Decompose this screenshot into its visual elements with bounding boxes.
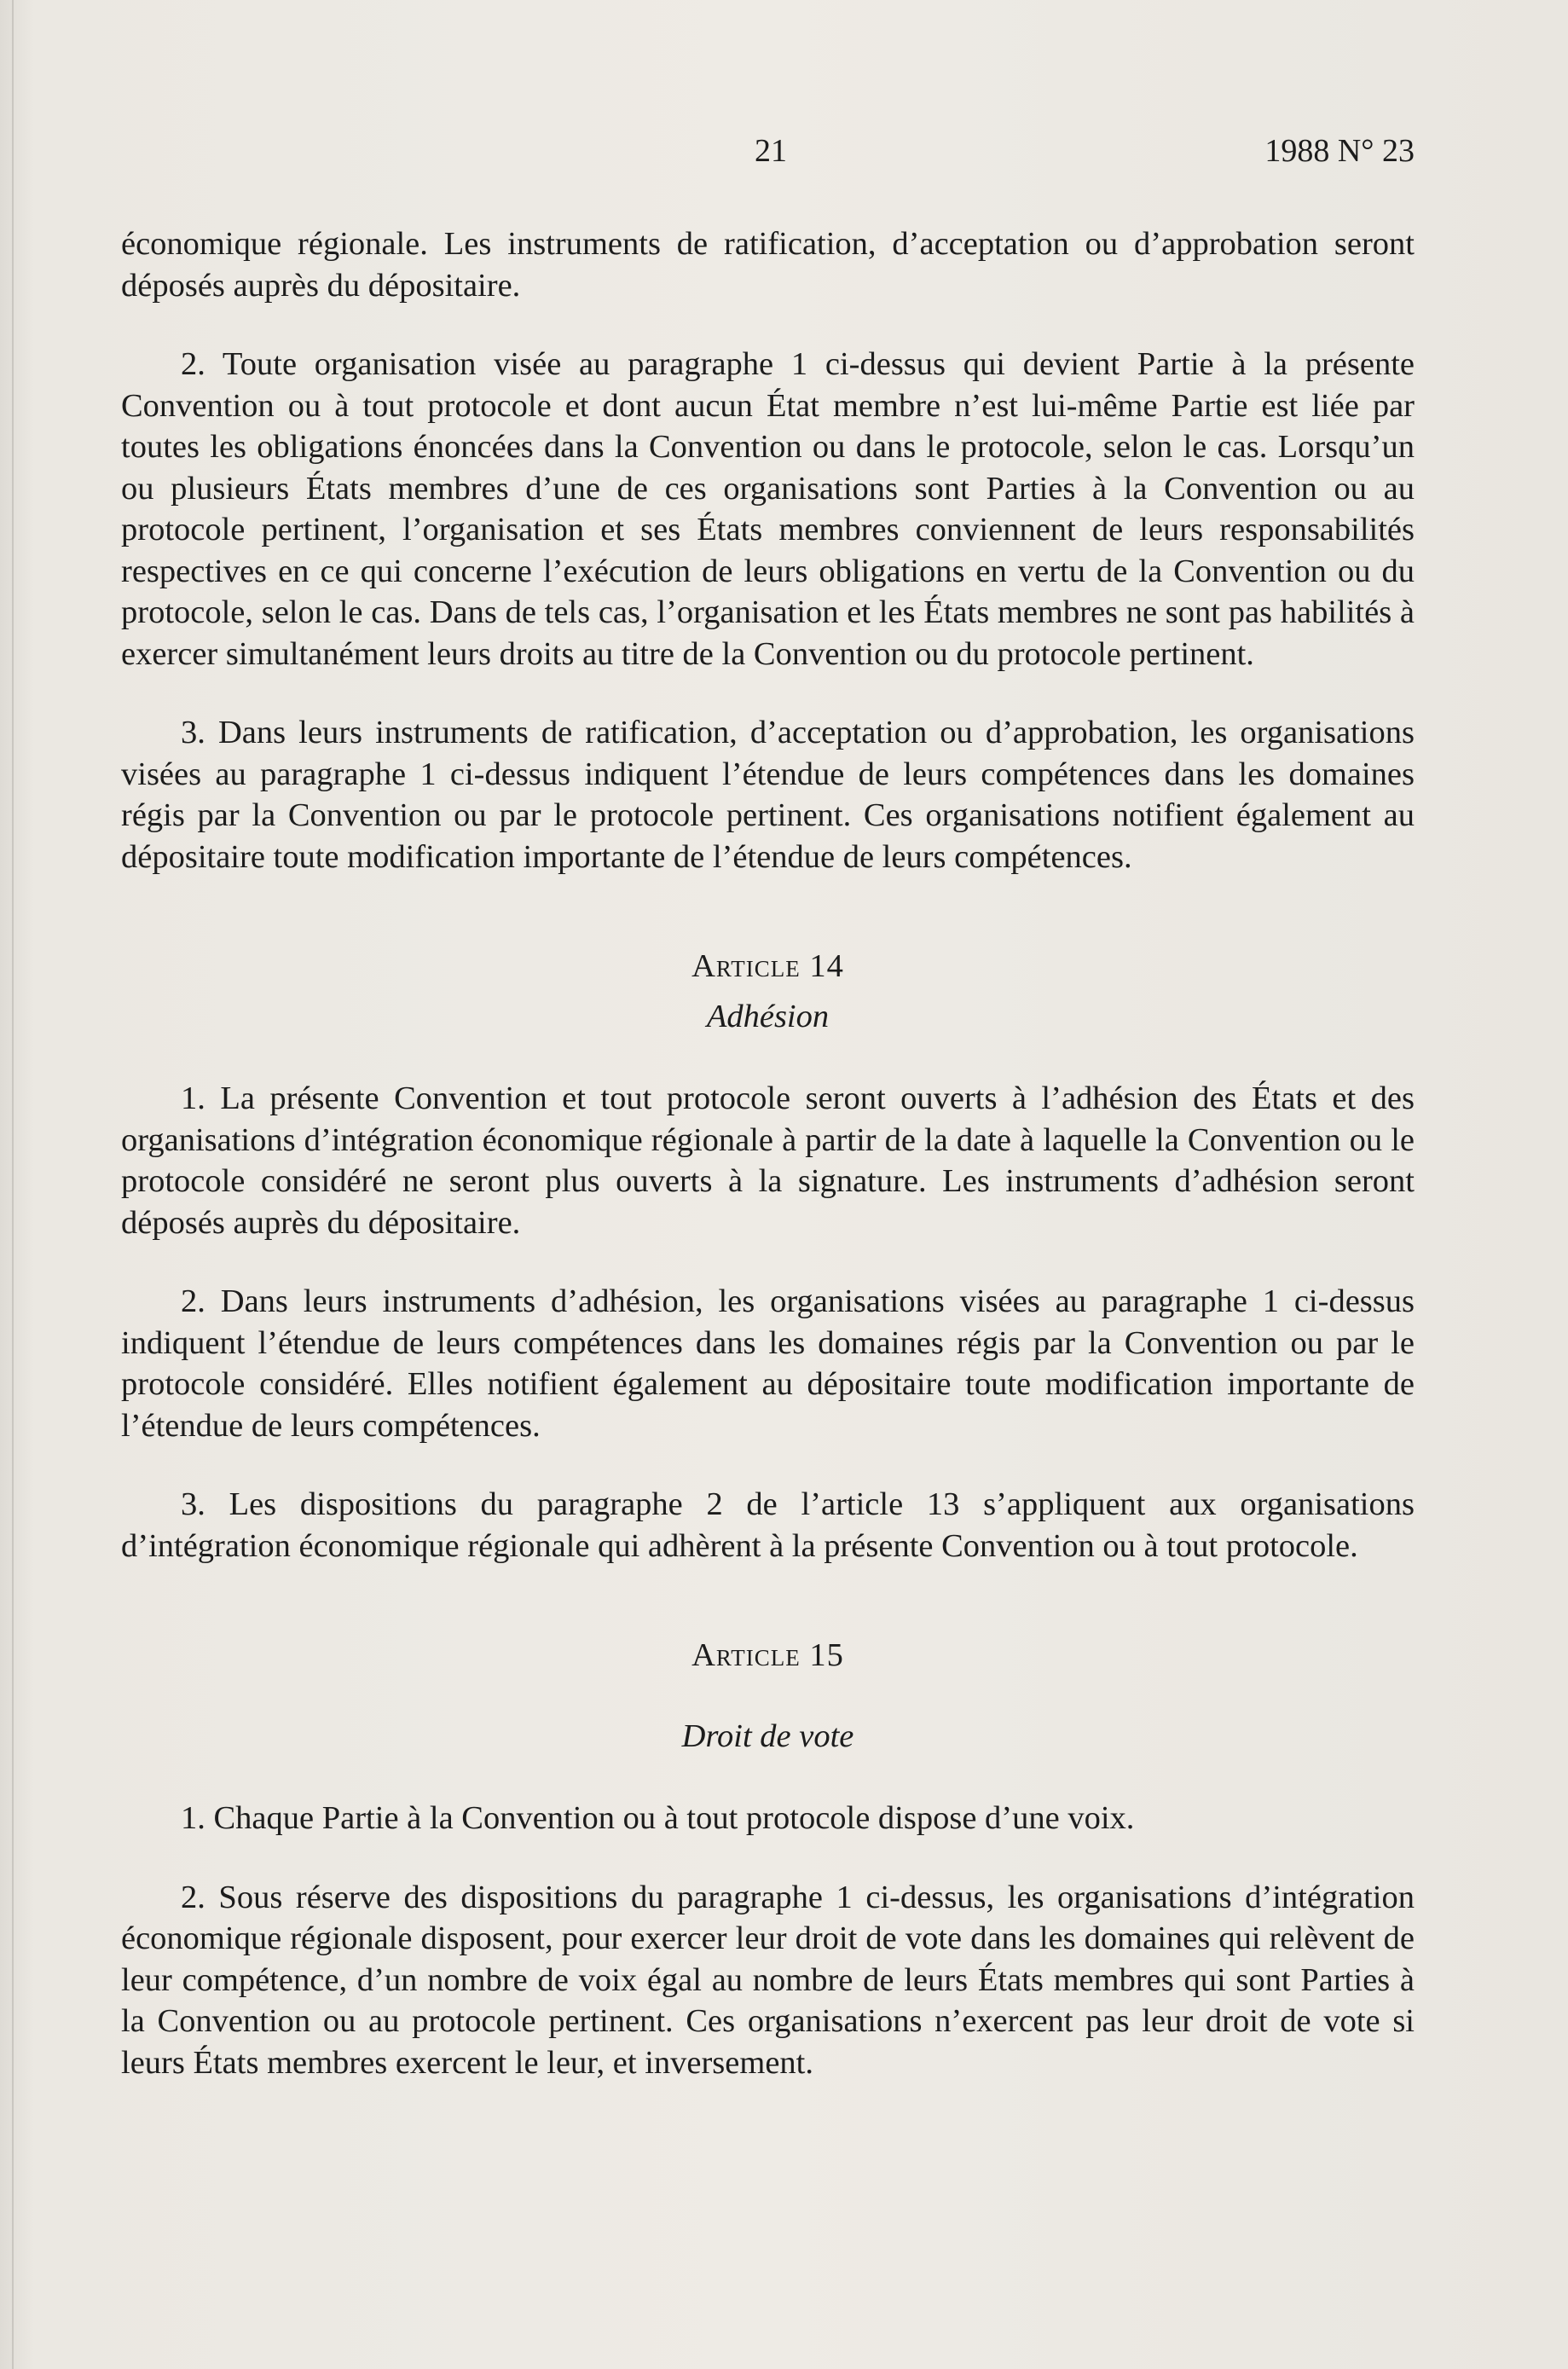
- article14-paragraph-2: 2. Dans leurs instruments d’adhésion, les organisations visées au paragraphe 1 ci-dessus indiquent l’étendue de leurs compétences dans les domaines régis par la Convention ou par le protocole considéré. Elles notifient également au dépositaire toute modification importante de l’étendue de leurs compétences.: [121, 1283, 1415, 1444]
- page-body: [121, 223, 1415, 2121]
- article13-paragraph-2: 2. Toute organisation visée au paragraphe 1 ci-dessus qui devient Partie à la présente Convention ou à tout protocole et dont aucun État membre n’est lui-même Partie est liée par toutes les obligations énoncées dans la Convention ou dans le protocole, selon le cas. Lorsqu’un ou plusieurs États membres d’une de ces organisations sont Parties à la Convention ou au protocole pertinent, l’organisation et ses États membres conviennent de leurs responsabilités respectives en ce qui concerne l’exécution de leurs obligations en vertu de la Convention ou du protocole, selon le cas. Dans de tels cas, l’organisation et les États membres ne sont pas habilités à exercer simultanément leurs droits au titre de la Convention ou du protocole pertinent.: [121, 346, 1415, 672]
- article14-number: 14: [809, 948, 844, 984]
- article15-paragraph-1: 1. Chaque Partie à la Convention ou à tout protocole dispose d’une voix.: [181, 1800, 1135, 1836]
- article13-paragraph-3: 3. Dans leurs instruments de ratification, d’acceptation ou d’approbation, les organisations visées au paragraphe 1 ci-dessus indiquent l’étendue de leurs compétences dans les domaines régis par la Convention ou par le protocole pertinent. Ces organisations notifient également au dépositaire toute modification importante de l’étendue de leurs compétences.: [121, 715, 1415, 875]
- article15-label: Article: [691, 1637, 801, 1673]
- article15-number: 15: [809, 1637, 844, 1673]
- article14-paragraph-1: 1. La présente Convention et tout protocole seront ouverts à l’adhésion des États et des organisations d’intégration économique régionale à partir de la date à laquelle la Convention ou le protocole considéré ne seront plus ouverts à la signature. Les instruments d’adhésion seront déposés auprès du dépositaire.: [121, 1080, 1415, 1241]
- article14-heading: [121, 946, 1415, 988]
- article15-title: Droit de vote: [681, 1717, 854, 1754]
- article14-paragraph-3: 3. Les dispositions du paragraphe 2 de l’article 13 s’appliquent aux organisations d’intégration économique régionale qui adhèrent à la présente Convention ou à tout protocole.: [121, 1486, 1415, 1564]
- page-header: [0, 132, 1568, 173]
- journal-reference: 1988 N° 23: [1264, 133, 1415, 169]
- page-edge-shadow: [12, 0, 14, 2369]
- article14-label: Article: [691, 948, 801, 984]
- paragraph-continuation: économique régionale. Les instruments de ratification, d’acceptation ou d’approbation seront déposés auprès du dépositaire.: [121, 226, 1415, 304]
- article15-heading: [121, 1635, 1415, 1677]
- article15-paragraph-2: 2. Sous réserve des dispositions du paragraphe 1 ci-dessus, les organisations d’intégration économique régionale disposent, pour exercer leur droit de vote dans les domaines qui relèvent de leur compétence, d’un nombre de voix égal au nombre de leurs États membres qui sont Parties à la Convention ou au protocole pertinent. Ces organisations n’exercent pas leur droit de vote si leurs États membres exercent le leur, et inversement.: [121, 1879, 1415, 2081]
- page-number: 21: [755, 133, 787, 169]
- article14-title: Adhésion: [706, 998, 830, 1034]
